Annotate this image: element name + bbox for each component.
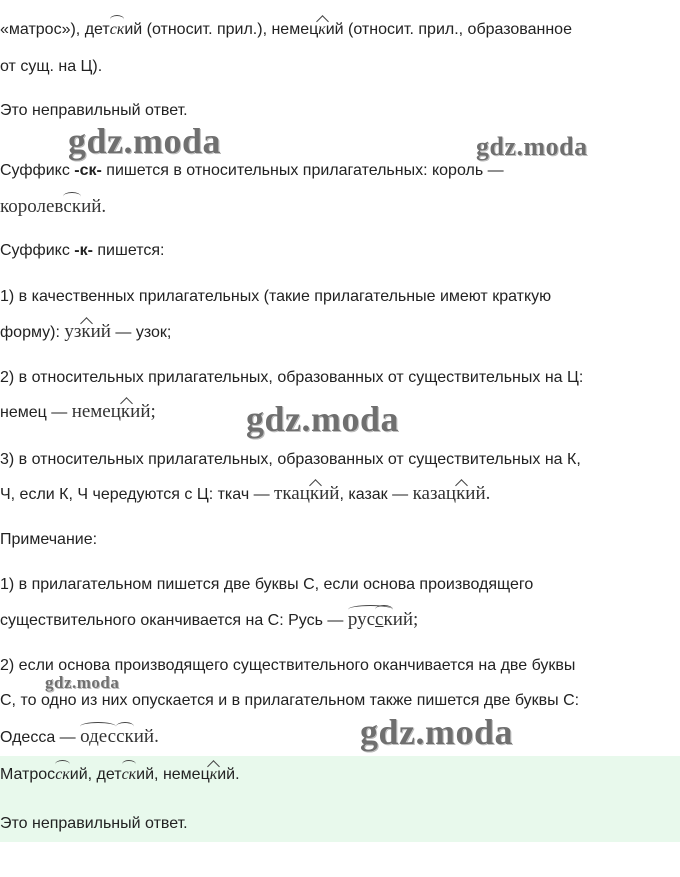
para-line-1: «матрос»), детский (относит. прил.), немецкий (относит. прил., образованное	[0, 21, 572, 38]
note-item-2-example: Одесса — одесский.	[0, 726, 159, 747]
suffix-roof: к	[309, 483, 320, 504]
suffix-sk-rule: Суффикс -ск- пишется в относительных прилагательных: король —	[0, 162, 504, 179]
suffix-roof: к	[209, 766, 218, 783]
suffix-arc: ск	[121, 766, 137, 783]
rule-item-3-example: Ч, если К, Ч чередуются с Ц: ткач — ткацкий, казак — казацкий.	[0, 483, 491, 504]
para-line-2: от сущ. на Ц).	[0, 58, 103, 75]
suffix-roof: к	[456, 483, 466, 504]
wrong-answer-text-2: Это неправильный ответ.	[0, 815, 188, 832]
watermark: gdz.moda	[68, 121, 222, 161]
suffix-roof: к	[318, 21, 326, 38]
wrong-answer-text-1: Это неправильный ответ.	[0, 102, 188, 119]
watermark: gdz.moda	[360, 712, 514, 752]
suffix-roof: к	[81, 321, 91, 342]
suffix-roof: к	[120, 401, 131, 422]
rule-item-1: 1) в качественных прилагательных (такие прилагательные имеют краткую	[0, 288, 552, 305]
watermark: gdz.moda	[45, 673, 120, 692]
watermark: gdz.moda	[476, 132, 588, 161]
answer-option-text: Матросский, детский, немецкий.	[0, 766, 240, 783]
suffix-arc: ск	[63, 196, 82, 217]
rule-item-1-example: форму): узкий — узок;	[0, 321, 172, 342]
root-arc: русск	[347, 609, 393, 630]
clipped-top-line	[0, 0, 680, 9]
note-heading: Примечание:	[0, 531, 98, 548]
watermark: gdz.moda	[246, 399, 400, 439]
note-item-1-example: существительного оканчивается на С: Русь — русский;	[0, 609, 419, 630]
note-item-2-line-2: С, то одно из них опускается и в прилагательном также пишется две буквы С:	[0, 692, 580, 709]
rule-item-2: 2) в относительных прилагательных, образованных от существительных на Ц:	[0, 369, 584, 386]
answer-option-box[interactable]	[0, 756, 680, 842]
rule-item-3: 3) в относительных прилагательных, образованных от существительных на К,	[0, 451, 581, 468]
example-korolevsky: королевский.	[0, 196, 107, 217]
root-arc: одес	[80, 726, 117, 747]
suffix-arc: ск	[116, 726, 134, 747]
suffix-arc: ск	[109, 21, 125, 38]
suffix-arc: ск	[375, 609, 393, 630]
note-item-2: 2) если основа производящего существительного оканчивается на две буквы	[0, 657, 576, 674]
suffix-k-rule: Суффикс -к- пишется:	[0, 242, 165, 259]
rule-item-2-example: немец — немецкий;	[0, 401, 156, 422]
suffix-arc: ск	[55, 766, 70, 783]
note-item-1: 1) в прилагательном пишется две буквы С, если основа производящего	[0, 576, 534, 593]
